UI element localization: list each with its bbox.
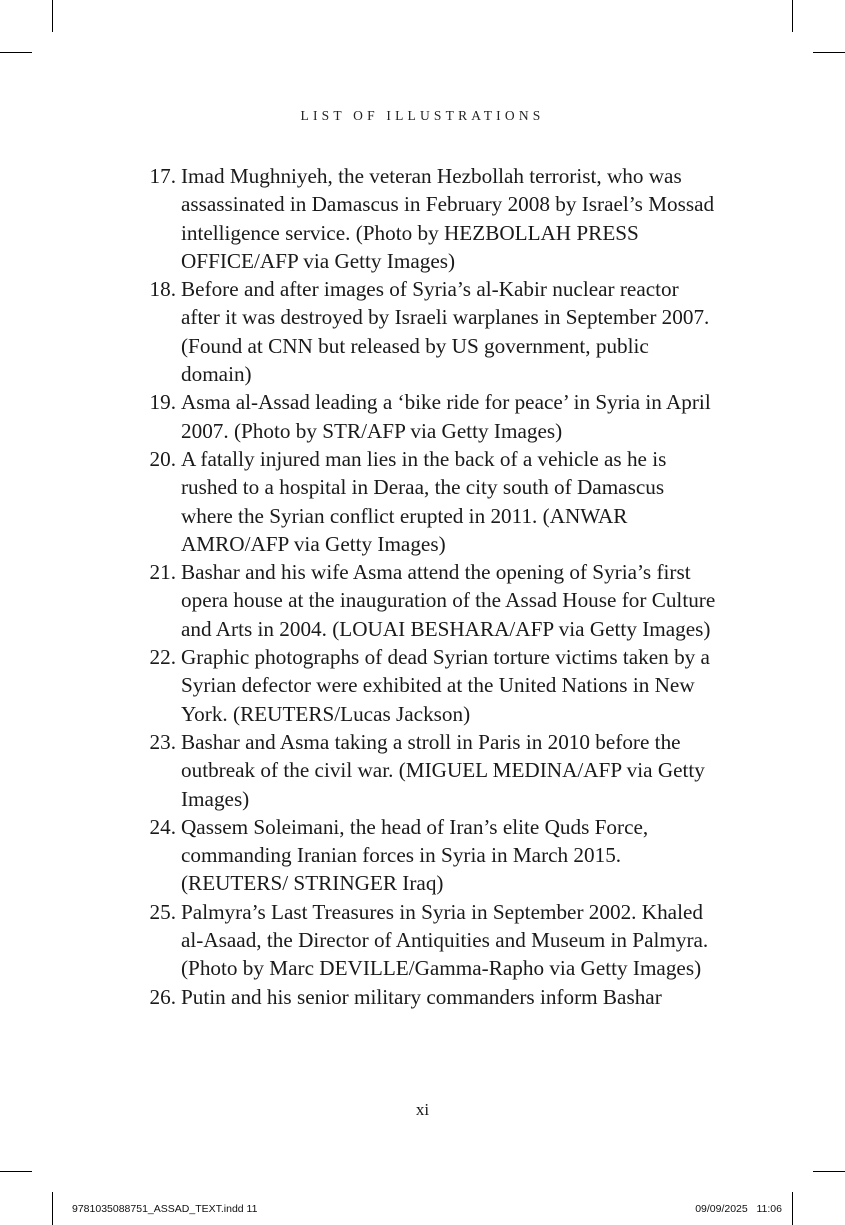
crop-mark-top-right [792, 0, 793, 32]
entry-number: 22. [149, 645, 176, 670]
page-number: xi [415, 1100, 430, 1119]
list-item [138, 445, 718, 558]
crop-mark-top-left-h [0, 52, 32, 53]
entry-text: Qassem Soleimani, the head of Iran’s elite Quds Force, commanding Iranian forces in Syria in March 2015. (REUTERS/ STRINGER Iraq) [181, 814, 649, 896]
slug-datetime: 09/09/2025 11:06 [695, 1203, 782, 1215]
illustration-list [138, 162, 718, 1011]
list-item [138, 162, 718, 275]
crop-mark-bottom-left [52, 1192, 53, 1225]
entry-number: 24. [149, 814, 176, 839]
entry-number: 19. [149, 390, 176, 415]
entry-number: 17. [149, 164, 176, 188]
entry-text: Palmyra’s Last Treasures in Syria in September 2002. Khaled al-Asaad, the Director of Antiquities and Museum in Palmyra. (Photo by Marc DEVILLE/Gamma-Rapho via Getty Images) [181, 899, 709, 981]
entry-number: 18. [149, 277, 176, 302]
crop-mark-bottom-right-h [813, 1171, 845, 1172]
entry-number: 21. [149, 560, 176, 585]
crop-mark-top-left [52, 0, 53, 32]
crop-mark-top-right-h [813, 52, 845, 53]
list-item [138, 983, 718, 1011]
list-item [138, 388, 718, 445]
entry-text: Putin and his senior military commanders inform Bashar [181, 984, 662, 1009]
entry-number: 25. [149, 899, 176, 924]
list-item [138, 898, 718, 983]
entry-text: Asma al-Assad leading a ‘bike ride for peace’ in Syria in April 2007. (Photo by STR/AFP via Getty Images) [181, 390, 711, 443]
running-head: LIST OF ILLUSTRATIONS [300, 108, 545, 123]
crop-mark-bottom-right [792, 1192, 793, 1225]
list-item [138, 275, 718, 388]
crop-mark-bottom-left-h [0, 1171, 32, 1172]
entry-number: 20. [149, 446, 176, 471]
entry-text: Graphic photographs of dead Syrian torture victims taken by a Syrian defector were exhibited at the United Nations in New York. (REUTERS/Lucas Jackson) [181, 645, 710, 726]
entry-number: 26. [149, 984, 176, 1009]
list-item [138, 558, 718, 643]
entry-text: Bashar and Asma taking a stroll in Paris in 2010 before the outbreak of the civil war. (MIGUEL MEDINA/AFP via Getty Images) [181, 729, 705, 811]
list-item [138, 643, 718, 728]
entry-text: Bashar and his wife Asma attend the opening of Syria’s first opera house at the inauguration of the Assad House for Culture and Arts in 2004. (LOUAI BESHARA/AFP via Getty Images) [181, 560, 716, 641]
entry-number: 23. [149, 729, 176, 754]
entry-text: Before and after images of Syria’s al-Kabir nuclear reactor after it was destroyed by Israeli warplanes in September 2007. (Found at CNN but released by US government, public domain) [181, 277, 710, 387]
list-item [138, 813, 718, 898]
list-item [138, 728, 718, 813]
slug-file-info: 9781035088751_ASSAD_TEXT.indd 11 [72, 1203, 258, 1215]
entry-text: Imad Mughniyeh, the veteran Hezbollah terrorist, who was assassinated in Damascus in February 2008 by Israel’s Mossad intelligence service. (Photo by HEZBOLLAH PRESS OFFICE/AFP via Getty Images) [181, 164, 715, 273]
entry-text: A fatally injured man lies in the back of a vehicle as he is rushed to a hospital in Deraa, the city south of Damascus where the Syrian conflict erupted in 2011. (ANWAR AMRO/AFP via Getty Images) [181, 446, 667, 556]
